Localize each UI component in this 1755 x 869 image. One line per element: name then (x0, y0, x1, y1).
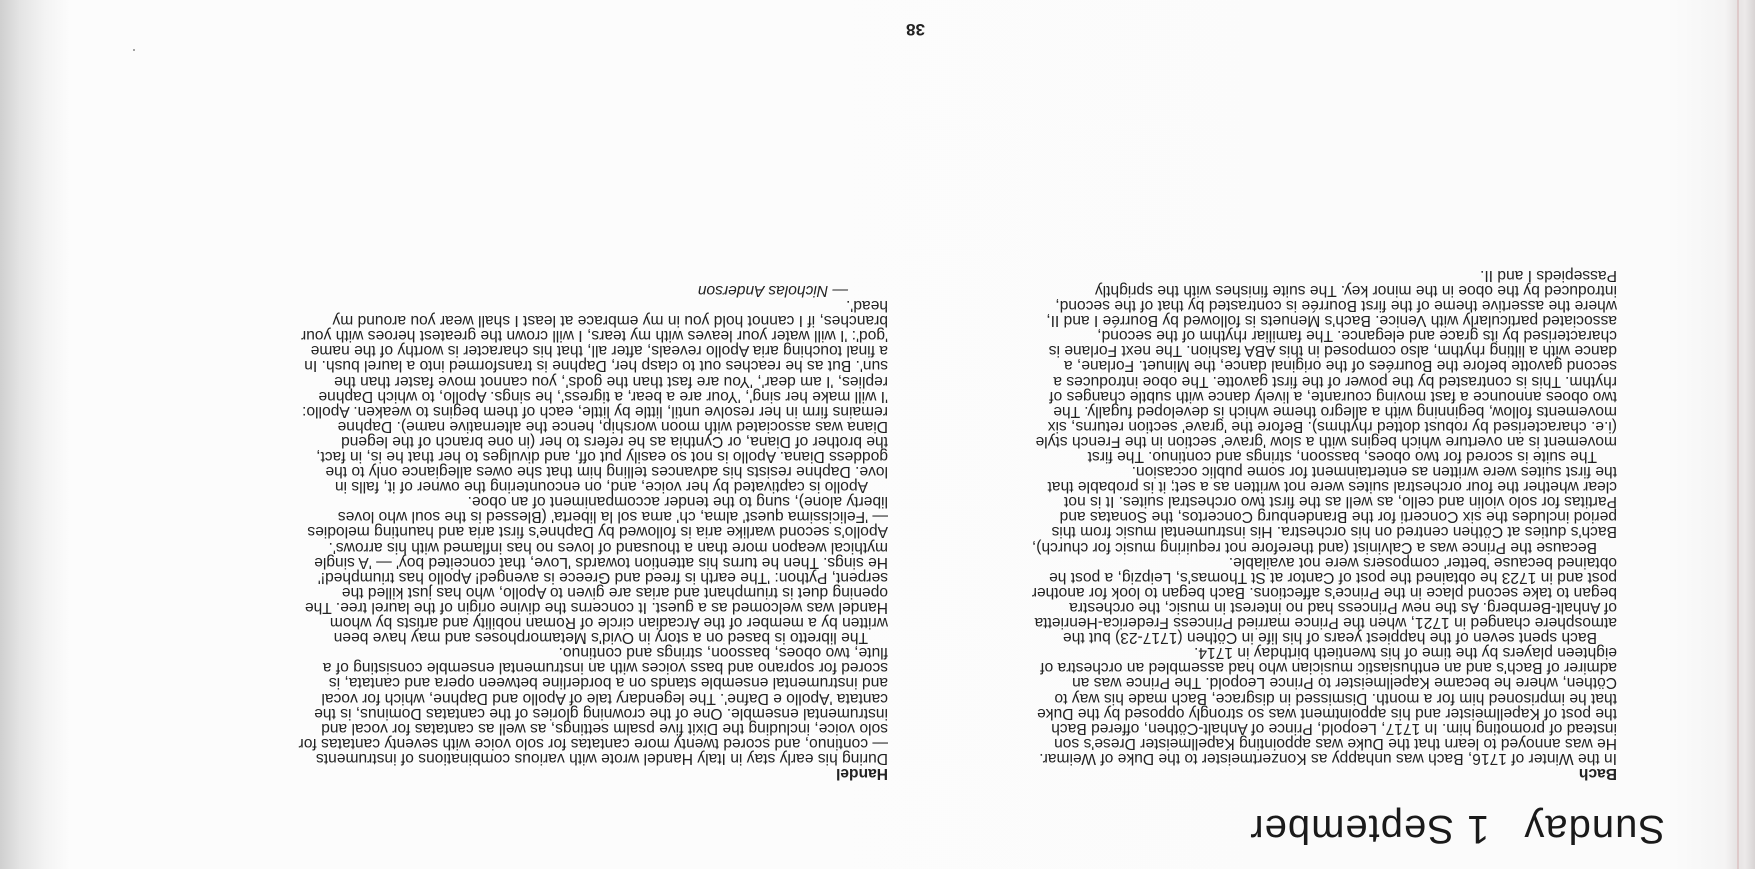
page-gutter-shadow (0, 0, 70, 869)
right-paragraph: During his early stay in Italy Handel wrote with various combinations of instruments — continuo, and scored twenty more cantatas for solo voice with seventy cantatas for solo voice, including the Dixit five psalm settings, as well as cantatas for vocal and instrumental ensemble. One of the crowning glories of the cantatas Dominus, is the cantata 'Apollo e Dafne'. The legendary tale of Apollo and Daphne, which for vocal and instrumental ensemble stands on a borderline between opera and cantata, is scored for soprano and bass voices with an instrumental ensemble consisting of a flute, two oboes, bassoon, strings and continuo. (298, 644, 888, 767)
heading-date: 1 September (1249, 807, 1490, 851)
binding-edge-shadow (1713, 0, 1755, 869)
left-paragraph: In the Winter of 1716, Bach was unhappy as Konzertmeister to the Duke of Weimar. He was annoyed to learn that the Duke was appointing Kapellmeister Drese's son instead of promoting him. In 1717, Leopold, Prince of Anhalt-Cöthen, offered Bach the post of Kapellmeister and his appointment was so strongly opposed by the Duke that he imprisoned him for a month. Dismissed in disgrace, Bach made his way to Cöthen, where he became Kapellmeister to Prince Leopold. The Prince was an admirer of Bach's and an enthusiastic musician who had assembled an orchestra of eighteen players by the time of his twentieth birthday in 1714. (1037, 644, 1617, 767)
binding-edge-line (1737, 0, 1739, 869)
scan-speck (133, 49, 135, 51)
page-number: 38 (906, 20, 925, 39)
right-paragraph: The libretto is based on a story in Ovid's Metamorphoses and may have been written by a member of the Arcadian circle of Roman nobility and artists by whom Handel was welcomed as a guest. It concerns the divine origin of the laurel tree. The opening duet is triumphant and arias are given to Apollo, who has just killed the serpent, Python: 'The earth is freed and Greece is avenged! Apollo has triumphed!' He sings. Then he turns his attention towards 'Love, that conceited boy' — 'A single mythical weapon more than a thousand of loves no has inflamed with his arrows'. Apollo's second warlike aria is followed by Daphne's first aria and haunting melodies — 'Felicissima quest' alma, ch' ama sol la liberta' (Blessed is the soul who loves liberty alone), sung to the tender accompaniment of an oboe. (304, 493, 888, 647)
right-column (298, 283, 888, 781)
right-subheading: Handel (836, 765, 888, 782)
author-signature: — Nicholas Anderson (697, 282, 848, 299)
left-paragraph: Bach spent seven of the happiest years of his life in Cöthen (1717-23) but the atmosphere changed in 1721, when the Prince married Princess Frederica-Henrietta of Anhalt-Bernberg. As the new Princess had no interest in music, the orchestra began to take second place in the Prince's affections. Bach began to look for another post and in 1723 he obtained the post of Cantor at St Thomas's, Leipzig, a post he obtained because 'better' composers were not available. (1031, 553, 1617, 647)
heading-day: Sunday (1523, 807, 1665, 851)
left-paragraph: The suite is scored for two oboes, bassoon, strings and continuo. The first movement is an overture which begins with a slow 'grave' section in the French style (i.e. characterised by robust dotted rhythms). Before the 'grave' section returns, six movements follow, beginning with a allegro theme which is developed fugally. The two oboes announce a fast moving courante, a lively dance with subtle changes of rhythm. This is contrasted by the power of the first gavotte. The oboe introduces a second gavotte before the Bourrées of the original dance, the Minuet. Forlane, a dance with a lilting rhythm, also composed in this ABA fashion. The next Forlane is characterised by its grace and elegance. The familiar rhythm of the second, associated particularly with Venice. Bach's Menuets is followed by Bourrée I and II, where the assertive theme of the first Bourrée is contrasted by that of the second, introduced by the oboe in the minor key. The suite finishes with the sprightly Passepieds I and II. (1035, 266, 1617, 466)
page-heading (1249, 806, 1665, 851)
left-paragraph: Because the Prince was a Calvinist (and therefore not requiring music for church), Bach's duties at Cöthen centred on his orchestra. His instrumental music from this period includes the six Concerti for the Brandenburg Concertos, the Sonatas and Partitas for solo violin and cello, as well as the first two orchestral suites. It is not clear whether the four orchestral suites were not written as a set; it is probable that the first suites were written as entertainment for some public occasion. (1031, 463, 1617, 556)
left-column (1027, 268, 1617, 781)
right-paragraph: Apollo is captivated by her voice, and, on encountering the owner of it, falls in love. Daphne resists his advances telling him that she owes allegiance only to the goddess Diana. Apollo is not so easily put off, and divulges to her that he is, in fact, the brother of Diana, or Cynthia as he refers to her (in one branch of the legend Diana was associated with moon worship, hence the alternative name). Daphne remains firm in her resolve until, little by little, each of them begins to weaken. Apollo: 'I will make her sing', 'Your are a bear, a tigress', he sings. Apollo, to which Daphne replies, 'I am dear', 'You are fast than the gods', you cannot move faster than the sun'. But as he reaches out to clasp her, Daphne is transformed into a laurel bush. In a final touching aria Apollo reveals, after all, that his character is worthy of the name 'god': 'I will water your leaves with my tears, I will crown the greatest heroes with your branches, if I cannot hold you in my embrace at least I shall wear you around my head'. (301, 297, 888, 496)
left-subheading: Bach (1578, 765, 1617, 782)
